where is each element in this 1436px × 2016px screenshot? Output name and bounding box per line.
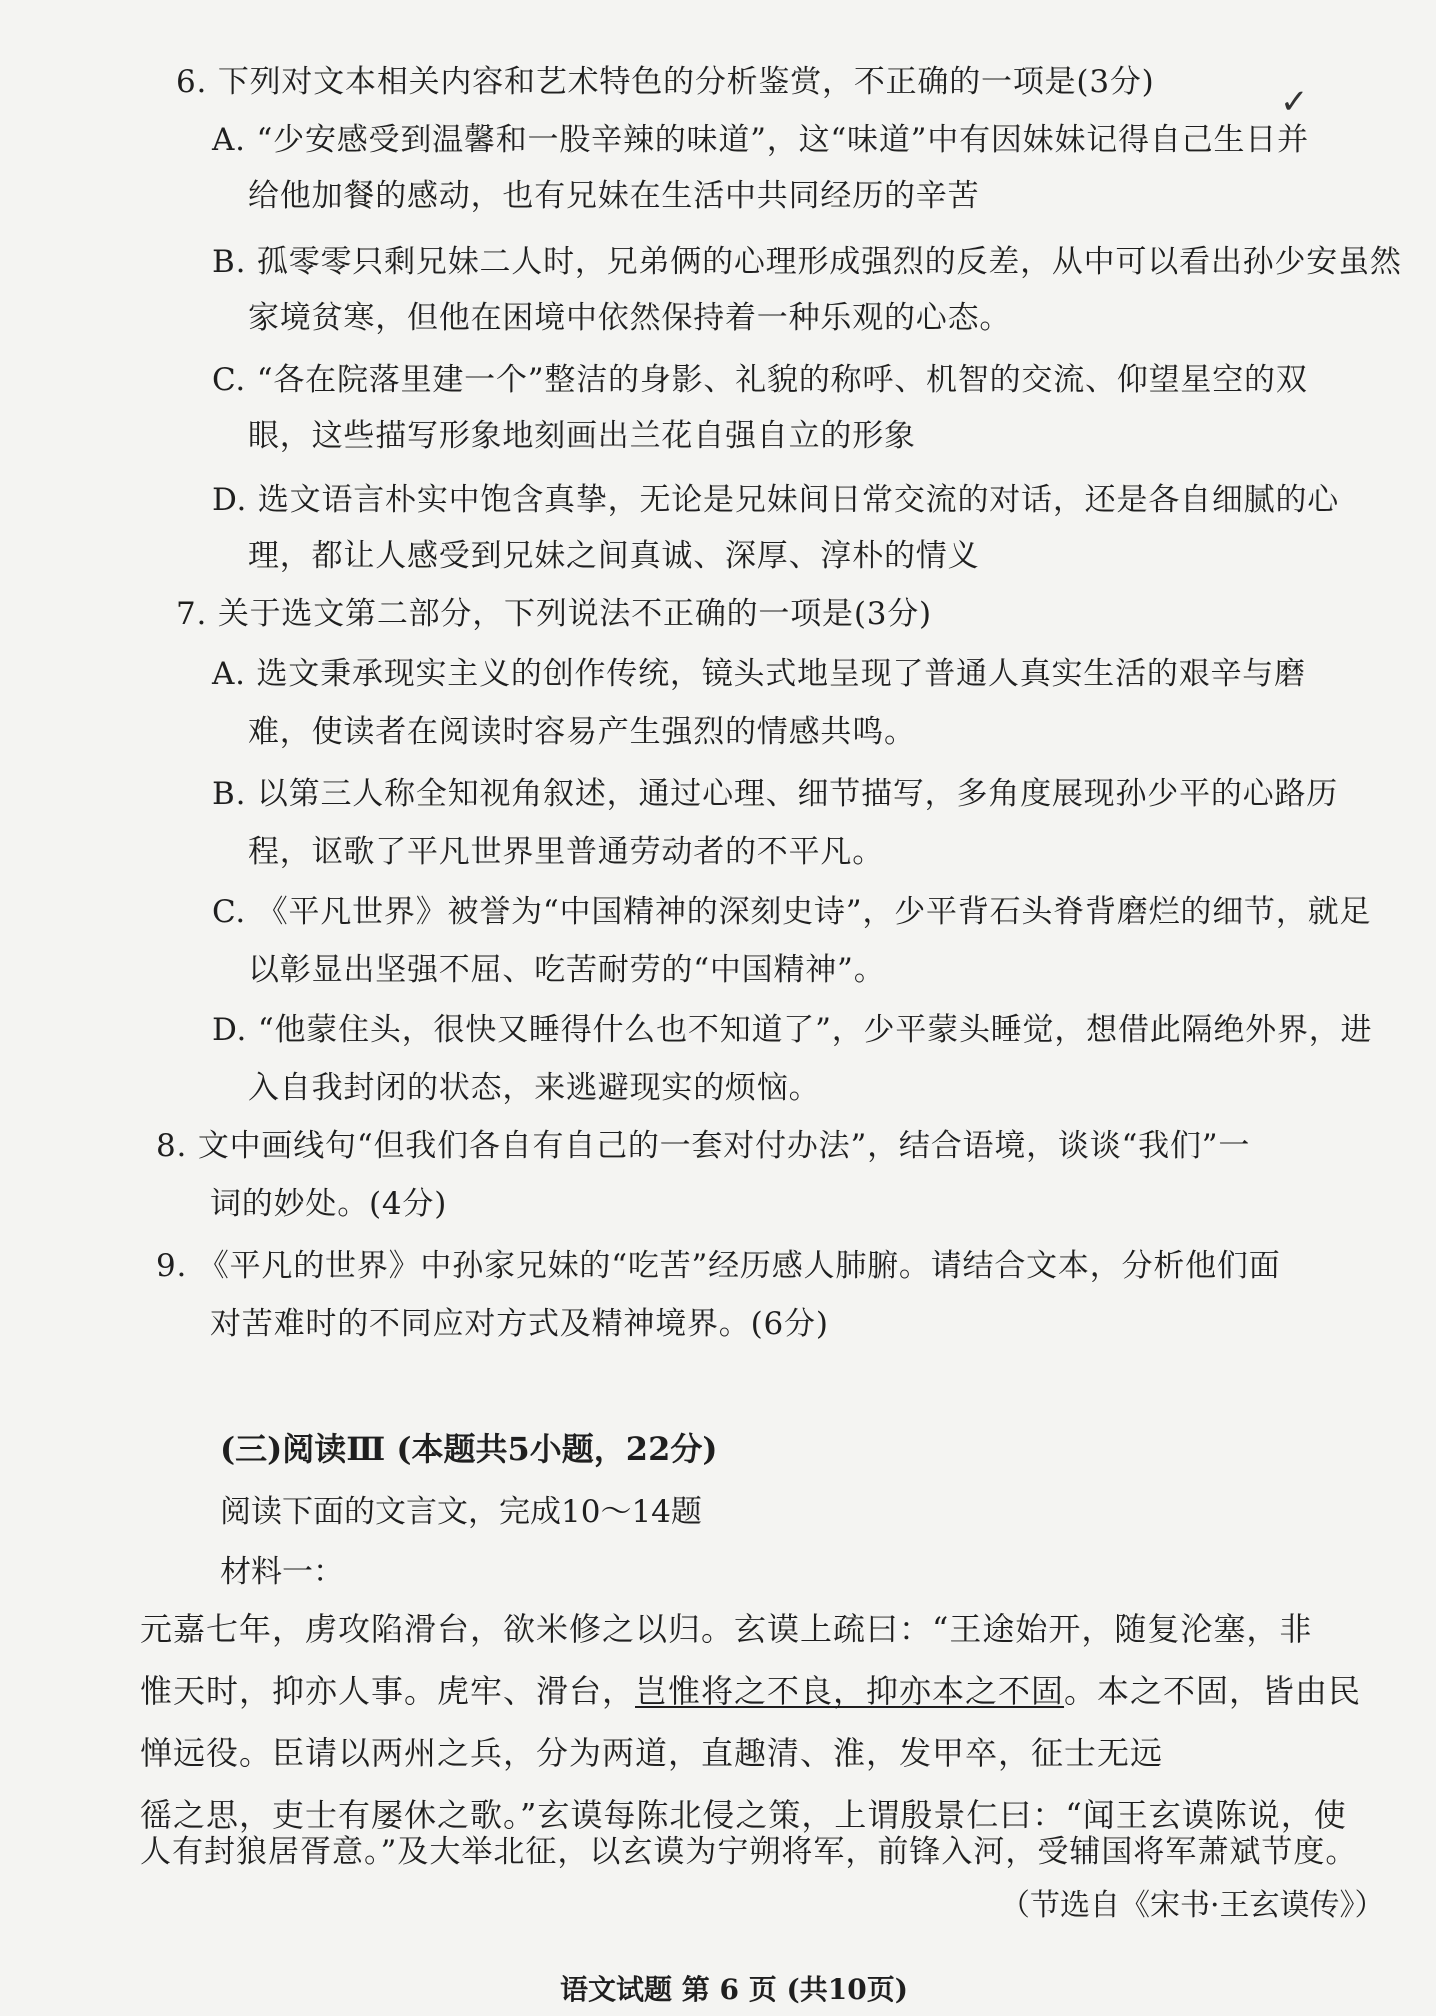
question-7-stem: 7. 关于选文第二部分，下列说法不正确的一项是(3分): [176, 596, 932, 632]
page-footer: 语文试题 第 6 页 (共10页): [560, 1973, 908, 2006]
q7-option-a-line2: 难，使读者在阅读时容易产生强烈的情感共鸣。: [248, 714, 916, 750]
q6-option-b-line1: B. 孤零零只剩兄妹二人时，兄弟俩的心理形成强烈的反差，从中可以看出孙少安虽然: [212, 244, 1402, 280]
classical-line-2-text: 惟天时，抑亦人事。虎牢、滑台，岂惟将之不良，抑亦本之不固。本之不固，皆由民: [140, 1672, 1362, 1710]
q7-option-c-line1: C. 《平凡世界》被誉为“中国精神的深刻史诗”，少平背石头脊背磨烂的细节，就足: [212, 894, 1372, 930]
source-citation: （节选自《宋书·王玄谟传》）: [1000, 1888, 1385, 1923]
question-9-cont: 对苦难时的不同应对方式及精神境界。(6分): [210, 1306, 829, 1342]
classical-line-5: 人有封狼居胥意。”及大举北征，以玄谟为宁朔将军，前锋入河，受辅国将军萧斌节度。: [140, 1834, 1358, 1870]
classical-line-1: 元嘉七年，虏攻陷滑台，欲米修之以归。玄谟上疏曰：“王途始开，随复沦塞，非: [140, 1610, 1313, 1648]
question-9-stem: 9. 《平凡的世界》中孙家兄妹的“吃苦”经历感人肺腑。请结合文本，分析他们面: [156, 1248, 1281, 1284]
classical-line-3: 惮远役。臣请以两州之兵，分为两道，直趣清、淮，发甲卒，征士无远: [140, 1734, 1164, 1772]
q7-option-a-line1: A. 选文秉承现实主义的创作传统，镜头式地呈现了普通人真实生活的艰辛与磨: [212, 656, 1306, 692]
section-instruction: 阅读下面的文言文，完成10～14题: [220, 1494, 702, 1530]
q6-option-c-line1: C. “各在院落里建一个”整洁的身影、礼貌的称呼、机智的交流、仰望星空的双: [212, 362, 1308, 398]
q6-option-a-line1: A. “少安感受到温馨和一股辛辣的味道”，这“味道”中有因妹妹记得自己生日并: [212, 122, 1309, 158]
question-8-stem: 8. 文中画线句“但我们各自有自己的一套对付办法”，结合语境，谈谈“我们”一: [156, 1128, 1251, 1164]
question-8-cont: 词的妙处。(4分): [210, 1186, 448, 1222]
classical-line-2: [140, 1666, 1361, 1712]
q7-option-b-line1: B. 以第三人称全知视角叙述，通过心理、细节描写，多角度展现孙少平的心路历: [212, 776, 1339, 812]
q6-option-b-line2: 家境贫寒，但他在困境中依然保持着一种乐观的心态。: [248, 300, 1012, 336]
q6-option-c-line2: 眼，这些描写形象地刻画出兰花自强自立的形象: [248, 418, 916, 454]
q6-option-d-line1: D. 选文语言朴实中饱含真挚，无论是兄妹间日常交流的对话，还是各自细腻的心: [212, 482, 1340, 518]
check-mark-icon: ✓: [1280, 82, 1309, 122]
q7-option-d-line1: D. “他蒙住头，很快又睡得什么也不知道了”，少平蒙头睡觉，想借此隔绝外界，进: [212, 1012, 1373, 1048]
q7-option-d-line2: 入自我封闭的状态，来逃避现实的烦恼。: [248, 1070, 821, 1106]
question-6-stem: 6. 下列对文本相关内容和艺术特色的分析鉴赏，不正确的一项是(3分): [176, 64, 1155, 100]
q6-option-d-line2: 理，都让人感受到兄妹之间真诚、深厚、淳朴的情义: [248, 538, 980, 574]
section-heading: (三)阅读Ⅲ (本题共5小题，22分): [220, 1430, 718, 1468]
material-label: 材料一：: [220, 1554, 344, 1590]
classical-line-4: 徭之思，吏士有屡休之歌。”玄谟每陈北侵之策，上谓殷景仁曰：“闻王玄谟陈说，使: [140, 1796, 1347, 1834]
q7-option-b-line2: 程，讴歌了平凡世界里普通劳动者的不平凡。: [248, 834, 884, 870]
q7-option-c-line2: 以彰显出坚强不屈、吃苦耐劳的“中国精神”。: [248, 952, 886, 988]
underlined-phrase: 岂惟将之不良，抑亦本之不固: [635, 1672, 1065, 1710]
q6-option-a-line2: 给他加餐的感动，也有兄妹在生活中共同经历的辛苦: [248, 178, 980, 214]
